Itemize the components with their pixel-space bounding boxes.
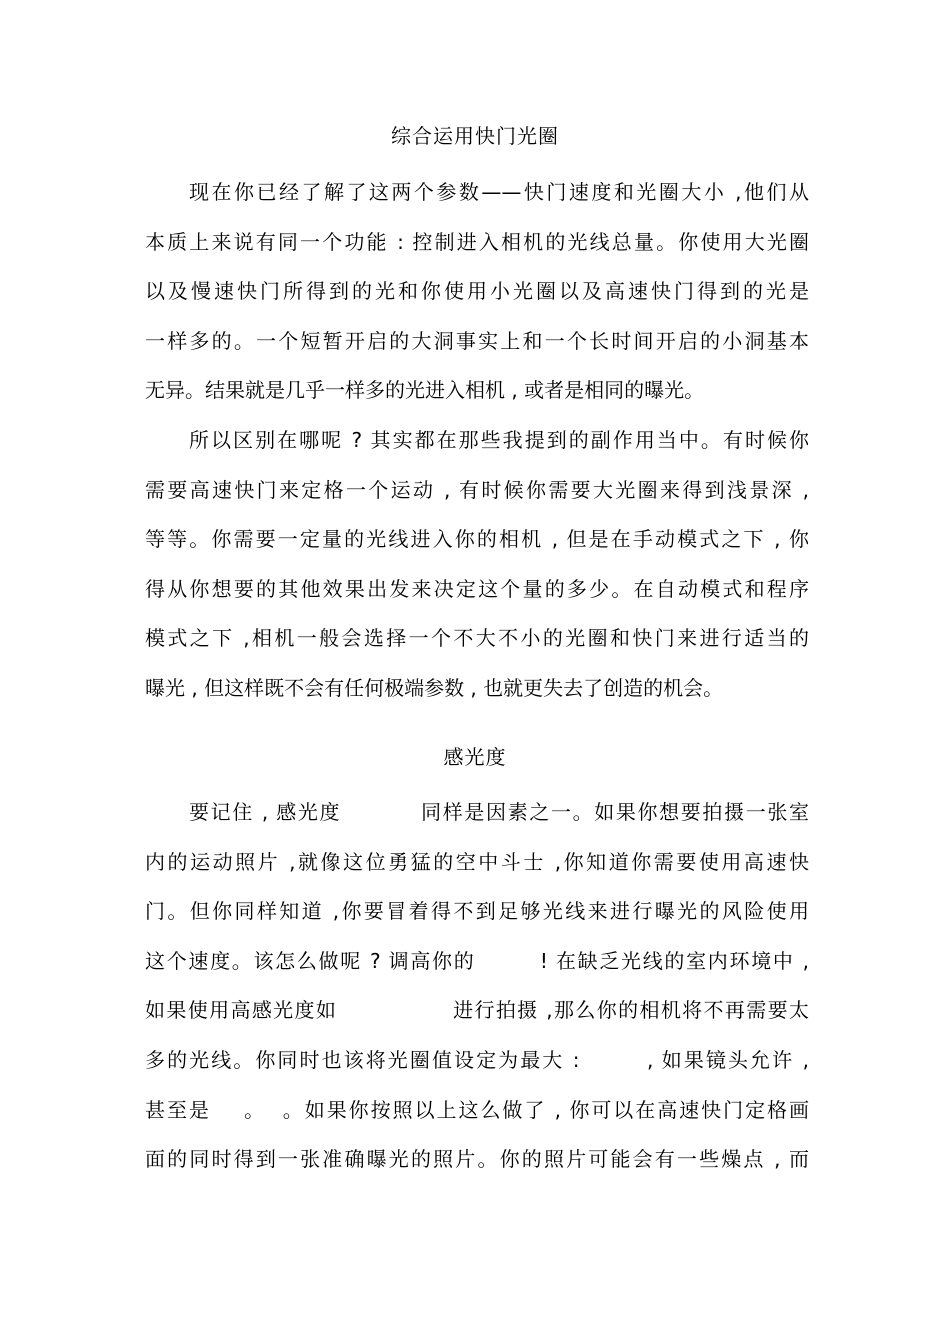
paragraph-line: 曝光 , 但这样既不会有任何极端参数 , 也就更失去了创造的机会。 bbox=[145, 675, 724, 700]
paragraph-line: 所以区别在哪呢 ? 其实都在那些我提到的副作用当中。有时候你 bbox=[189, 428, 809, 452]
paragraph-exposure-equivalence bbox=[145, 176, 809, 424]
section-title-shutter-aperture: 综合运用快门光圈 bbox=[391, 124, 559, 148]
paragraph-line: 以及慢速快门所得到的光和你使用小光圈以及高速快门得到的光是 bbox=[145, 279, 809, 304]
paragraph-line: 现在你已经了解了这两个参数——快门速度和光圈大小 ,他们从 bbox=[189, 180, 809, 204]
paragraph-line: 等等。你需要一定量的光线进入你的相机 , 但是在手动模式之下 , 你 bbox=[145, 527, 809, 552]
paragraph-line: 这个速度。该怎么做呢 ? 调高你的 ! 在缺乏光线的室内环境中 , bbox=[145, 948, 809, 973]
paragraph-line: 要记住 , 感光度 同样是因素之一。如果你想要拍摄一张室 bbox=[189, 800, 809, 824]
paragraph-line: 本质上来说有同一个功能 : 控制进入相机的光线总量。你使用大光圈 bbox=[145, 229, 809, 254]
paragraph-line: 甚至是 。 。如果你按照以上这么做了 , 你可以在高速快门定格画 bbox=[145, 1097, 809, 1122]
paragraph-line: 面的同时得到一张准确曝光的照片。你的照片可能会有一些燥点 , 而 bbox=[145, 1147, 809, 1172]
paragraph-iso bbox=[145, 796, 809, 1193]
paragraph-side-effects bbox=[145, 424, 809, 722]
paragraph-line: 得从你想要的其他效果出发来决定这个量的多少。在自动模式和程序 bbox=[145, 576, 809, 601]
section-title-iso: 感光度 bbox=[443, 745, 507, 769]
paragraph-line: 需要高速快门来定格一个运动 , 有时候你需要大光圈来得到浅景深 , bbox=[145, 477, 809, 502]
paragraph-line: 多的光线。你同时也该将光圈值设定为最大 : , 如果镜头允许 , bbox=[145, 1047, 809, 1072]
paragraph-line: 模式之下 ,相机一般会选择一个不大不小的光圈和快门来进行适当的 bbox=[145, 626, 809, 651]
paragraph-line: 无异。结果就是几乎一样多的光进入相机 , 或者是相同的曝光。 bbox=[145, 378, 705, 403]
paragraph-line: 一样多的。一个短暂开启的大洞事实上和一个长时间开启的小洞基本 bbox=[145, 328, 809, 353]
paragraph-line: 内的运动照片 ,就像这位勇猛的空中斗士 ,你知道你需要使用高速快 bbox=[145, 849, 809, 874]
paragraph-line: 门。但你同样知道 ,你要冒着得不到足够光线来进行曝光的风险使用 bbox=[145, 899, 809, 924]
paragraph-line: 如果使用高感光度如 进行拍摄 ,那么你的相机将不再需要太 bbox=[145, 998, 809, 1023]
